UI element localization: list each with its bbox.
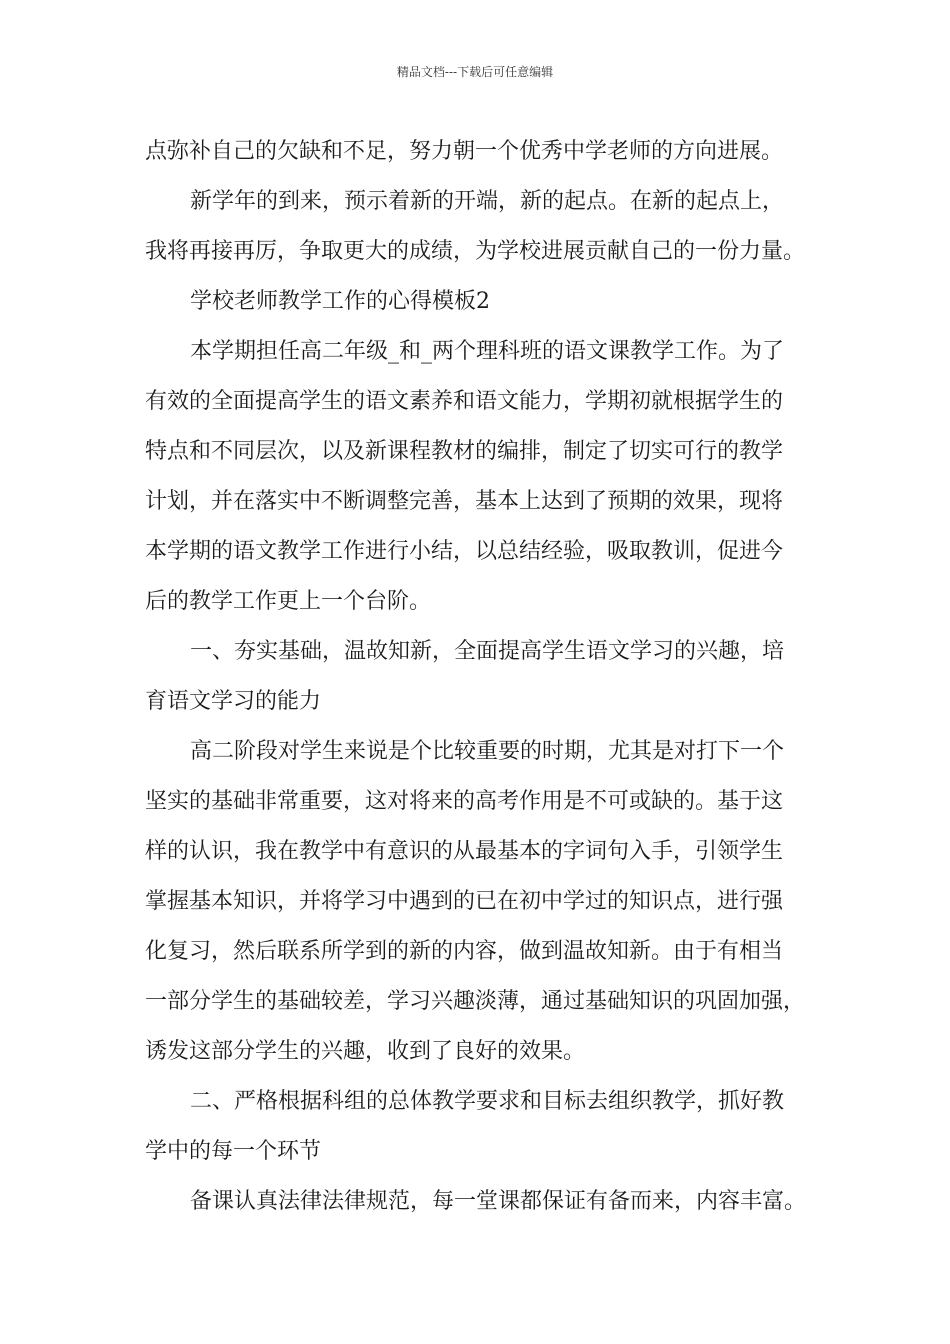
text-line: 我将再接再厉，争取更大的成绩，为学校进展贡献自己的一份力量。 xyxy=(145,239,806,264)
text-line: 坚实的基础非常重要，这对将来的高考作用是不可或缺的。基于这 xyxy=(145,789,784,814)
text-line: 诱发这部分学生的兴趣，收到了良好的效果。 xyxy=(145,1039,586,1064)
text-line: 化复习，然后联系所学到的新的内容，做到温故知新。由于有相当 xyxy=(145,939,784,964)
text-line: 学校老师教学工作的心得模板2 xyxy=(190,289,490,314)
text-line: 二、严格根据科组的总体教学要求和目标去组织教学，抓好教 xyxy=(190,1089,785,1114)
text-line: 后的教学工作更上一个台阶。 xyxy=(145,589,432,614)
text-line: 本学期担任高二年级_和_两个理科班的语文课教学工作。为了 xyxy=(190,339,785,364)
text-line: 新学年的到来，预示着新的开端，新的起点。在新的起点上， xyxy=(190,189,785,214)
text-line: 高二阶段对学生来说是个比较重要的时期，尤其是对打下一个 xyxy=(190,739,785,764)
text-line: 样的认识，我在教学中有意识的从最基本的字词句入手，引领学生 xyxy=(145,839,784,864)
text-line: 计划，并在落实中不断调整完善，基本上达到了预期的效果，现将 xyxy=(145,489,784,514)
text-line: 本学期的语文教学工作进行小结，以总结经验，吸取教训，促进今 xyxy=(145,539,784,564)
text-line: 有效的全面提高学生的语文素养和语文能力，学期初就根据学生的 xyxy=(145,389,784,414)
text-line: 掌握基本知识，并将学习中遇到的已在初中学过的知识点，进行强 xyxy=(145,889,784,914)
text-line: 育语文学习的能力 xyxy=(145,689,322,714)
page-header: 精品文档---下载后可任意编辑 xyxy=(396,65,554,79)
text-line: 点弥补自己的欠缺和不足，努力朝一个优秀中学老师的方向进展。 xyxy=(145,139,784,164)
text-line: 一、夯实基础，温故知新，全面提高学生语文学习的兴趣，培 xyxy=(190,639,785,664)
text-line: 特点和不同层次，以及新课程教材的编排，制定了切实可行的教学 xyxy=(145,439,784,464)
text-line: 学中的每一个环节 xyxy=(145,1139,322,1164)
document-body xyxy=(145,127,805,1227)
text-line: 备课认真法律法律规范，每一堂课都保证有备而来，内容丰富。 xyxy=(190,1189,807,1214)
text-line: 一部分学生的基础较差，学习兴趣淡薄，通过基础知识的巩固加强， xyxy=(145,989,806,1014)
